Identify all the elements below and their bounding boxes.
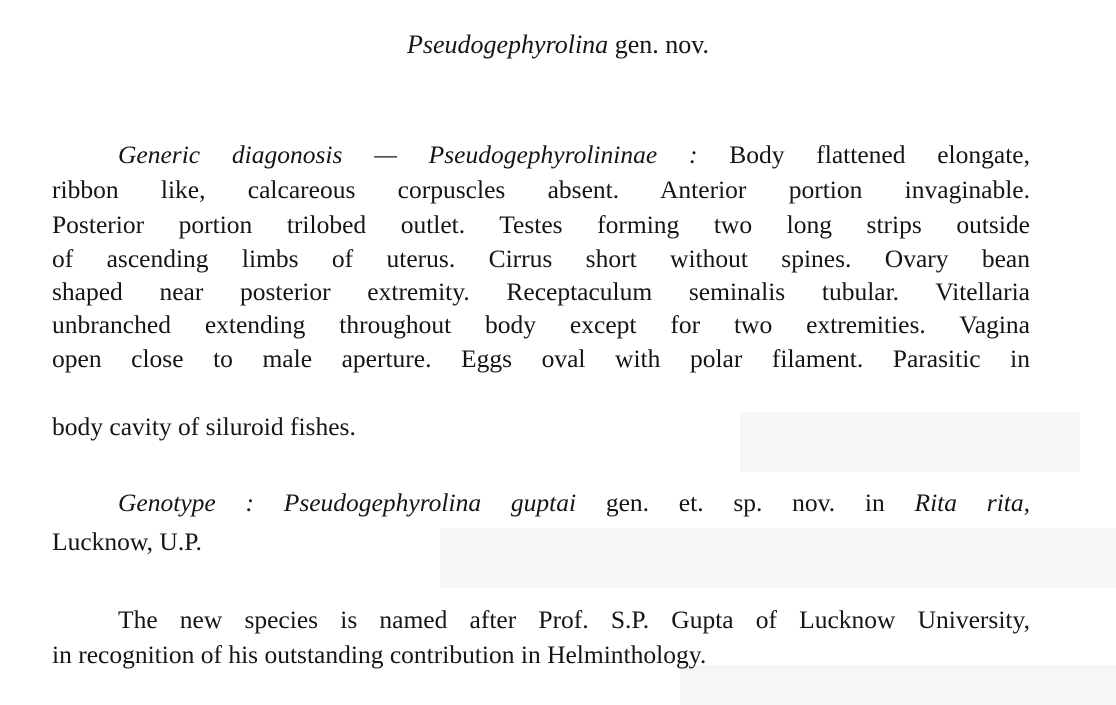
- text-line: The new species is named after Prof. S.P. Gupta of Lucknow University,: [118, 605, 1030, 634]
- text-line: [118, 138, 1030, 172]
- text-line: unbranched extending throughout body except for two extremities. Vagina: [52, 310, 1030, 339]
- genus-title: [0, 28, 1116, 62]
- text-line: of ascending limbs of uterus. Cirrus short without spines. Ovary bean: [52, 244, 1030, 273]
- text-line: [118, 486, 1030, 520]
- host-name: Rita rita,: [914, 488, 1031, 517]
- text-span: gen. et. sp. nov. in: [576, 488, 915, 517]
- text-line: ribbon like, calcareous corpuscles absent. Anterior portion invaginable.: [52, 175, 1030, 204]
- diagnosis-label: Generic diagonosis — Pseudogephyrolininae :: [118, 140, 698, 169]
- text-line: shaped near posterior extremity. Receptaculum seminalis tubular. Vitellaria: [52, 277, 1030, 306]
- genus-name: Pseudogephyrolina: [406, 30, 609, 59]
- text-span: Body flattened elongate,: [697, 140, 1030, 169]
- text-line: in recognition of his outstanding contribution in Helminthology.: [52, 640, 707, 669]
- genotype-label: Genotype : Pseudogephyrolina guptai: [118, 488, 577, 517]
- text-line: Lucknow, U.P.: [52, 527, 202, 556]
- genus-suffix: gen. nov.: [608, 30, 710, 59]
- text-line: Posterior portion trilobed outlet. Testes forming two long strips outside: [52, 210, 1030, 239]
- text-line: body cavity of siluroid fishes.: [52, 412, 356, 441]
- text-line: open close to male aperture. Eggs oval with polar filament. Parasitic in: [52, 344, 1030, 373]
